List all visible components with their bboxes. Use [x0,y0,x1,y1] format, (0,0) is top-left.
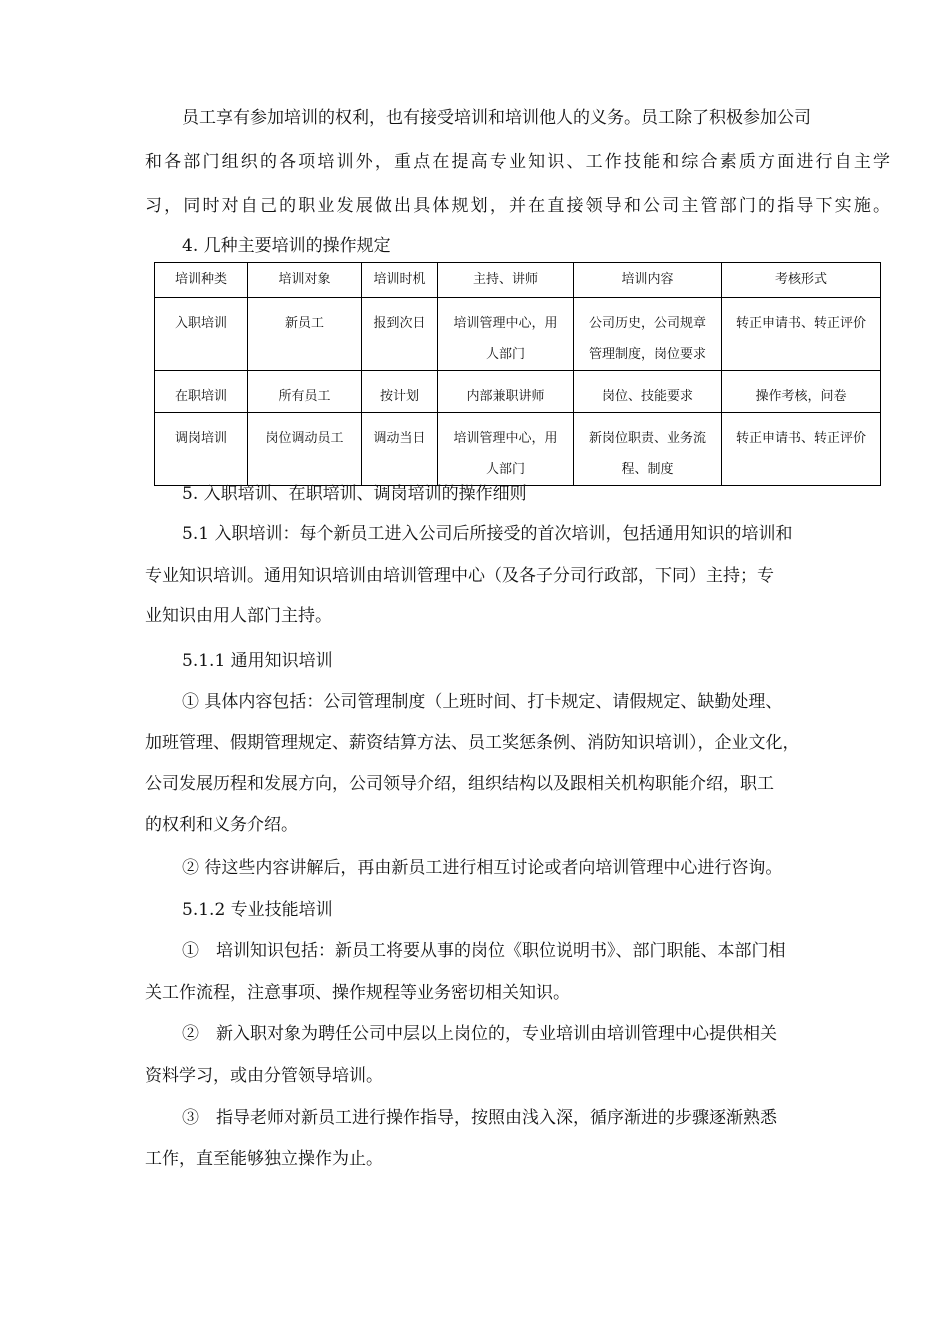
table-cell: 培训管理中心，用 人部门 [438,413,574,486]
table-cell: 内部兼职讲师 [438,371,574,413]
paragraph-line: 的权利和义务介绍。 [145,815,298,835]
paragraph-line: ② 新入职对象为聘任公司中层以上岗位的，专业培训由培训管理中心提供相关 [182,1024,777,1044]
paragraph-line: 和各部门组织的各项培训外，重点在提高专业知识、工作技能和综合素质方面进行自主学 [145,152,890,172]
table-cell: 操作考核，问卷 [722,371,881,413]
training-table [154,262,881,486]
paragraph-line: 业知识由用人部门主持。 [145,606,332,626]
table-cell: 转正申请书、转正评价 [722,413,881,486]
paragraph-line: 加班管理、假期管理规定、薪资结算方法、员工奖惩条例、消防知识培训），企业文化， [145,733,800,753]
paragraph-line: ① 具体内容包括：公司管理制度（上班时间、打卡规定、请假规定、缺勤处理、 [182,692,783,712]
table-header-cell: 培训种类 [155,263,248,298]
section-heading: 4. 几种主要培训的操作规定 [182,236,391,256]
subsection-heading: 5.1.2 专业技能培训 [182,900,333,920]
paragraph-line: ③ 指导老师对新员工进行操作指导，按照由浅入深，循序渐进的步骤逐渐熟悉 [182,1108,777,1128]
table-cell: 在职培训 [155,371,248,413]
table-header-cell: 培训内容 [574,263,722,298]
paragraph-line: 公司发展历程和发展方向，公司领导介绍，组织结构以及跟相关机构职能介绍，职工 [145,774,774,794]
table-cell: 公司历史，公司规章 管理制度，岗位要求 [574,298,722,371]
paragraph-line: 5.1 入职培训：每个新员工进入公司后所接受的首次培训，包括通用知识的培训和 [182,524,793,544]
table-cell: 入职培训 [155,298,248,371]
paragraph-line: 关工作流程，注意事项、操作规程等业务密切相关知识。 [145,983,570,1003]
paragraph-line: ② 待这些内容讲解后，再由新员工进行相互讨论或者向培训管理中心进行咨询。 [182,858,783,878]
table-cell: 岗位调动员工 [248,413,362,486]
table-header-cell: 主持、讲师 [438,263,574,298]
paragraph-line: 习，同时对自己的职业发展做出具体规划，并在直接领导和公司主管部门的指导下实施。 [145,196,890,216]
table-cell: 所有员工 [248,371,362,413]
paragraph-line: 资料学习，或由分管领导培训。 [145,1066,383,1086]
table-cell: 报到次日 [362,298,438,371]
table-cell: 培训管理中心，用 人部门 [438,298,574,371]
paragraph-line: 专业知识培训。通用知识培训由培训管理中心（及各子分司行政部，下同）主持；专 [145,566,774,586]
table-header-row [155,263,881,298]
table-header-cell: 培训时机 [362,263,438,298]
table-row [155,371,881,413]
paragraph-line: ① 培训知识包括：新员工将要从事的岗位《职位说明书》、部门职能、本部门相 [182,941,786,961]
section-heading: 5. 入职培训、在职培训、调岗培训的操作细则 [182,484,527,504]
table-cell: 新岗位职责、业务流 程、制度 [574,413,722,486]
table-row [155,413,881,486]
table-cell: 按计划 [362,371,438,413]
table-row [155,298,881,371]
table-header-cell: 培训对象 [248,263,362,298]
table-cell: 调动当日 [362,413,438,486]
subsection-heading: 5.1.1 通用知识培训 [182,651,333,671]
table-cell: 岗位、技能要求 [574,371,722,413]
table-cell: 转正申请书、转正评价 [722,298,881,371]
paragraph-line: 员工享有参加培训的权利，也有接受培训和培训他人的义务。员工除了积极参加公司 [182,108,811,128]
table-cell: 调岗培训 [155,413,248,486]
paragraph-line: 工作，直至能够独立操作为止。 [145,1149,383,1169]
table-cell: 新员工 [248,298,362,371]
table-header-cell: 考核形式 [722,263,881,298]
